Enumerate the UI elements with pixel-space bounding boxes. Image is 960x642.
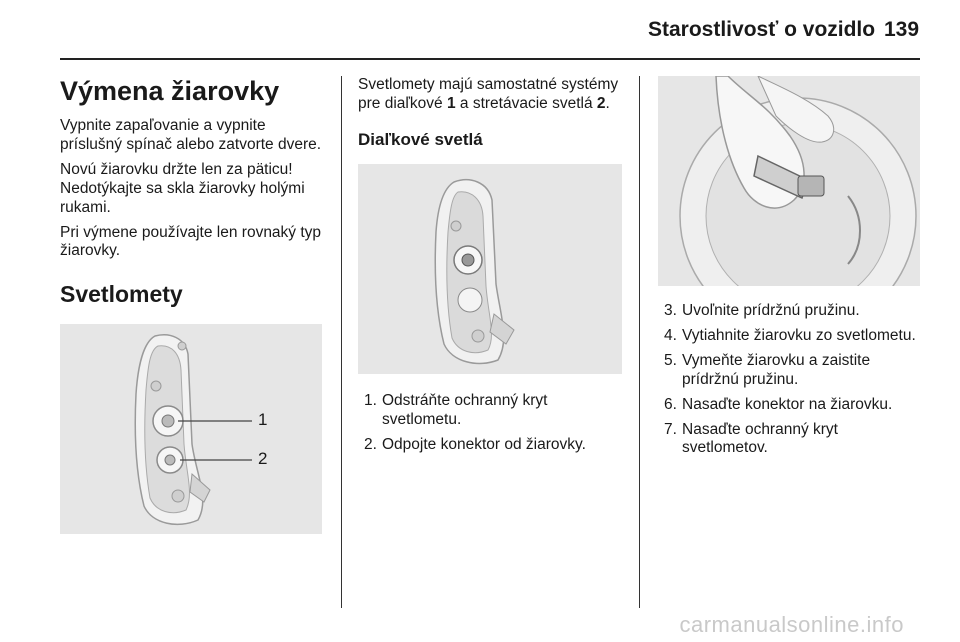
steps-list-2: [658, 302, 920, 458]
bulb-removal-figure: [658, 76, 920, 286]
column-2: [358, 76, 622, 461]
column-1: [60, 76, 322, 534]
watermark: carmanualsonline.info: [679, 612, 904, 637]
headlamp-figure: [60, 324, 322, 534]
header-rule: [60, 58, 920, 60]
callout-1: 1: [258, 409, 268, 429]
intro-paragraph: Svetlomety majú samostatné systémy pre diaľkové 1 a stretávacie svetlá 2.: [358, 76, 619, 112]
paragraph: Vypnite zapaľovanie a vypnite príslušný spínač alebo zatvorte dvere.: [60, 117, 322, 153]
column-3: [658, 76, 920, 464]
chapter-title: Starostlivosť o vozidlo: [648, 18, 876, 41]
high-beam-title: Diaľkové svetlá: [358, 129, 483, 149]
ref-number-1: 1: [446, 94, 456, 112]
column-divider-1: [341, 76, 342, 608]
page-number: 139: [884, 18, 920, 41]
subsection-title: Svetlomety: [60, 281, 183, 308]
list-item: 3. Uvoľnite prídržnú pružinu.: [664, 302, 860, 319]
section-title: Výmena žiarovky: [60, 76, 280, 106]
steps-list-1: [358, 392, 622, 455]
list-item: 6. Nasaďte konektor na žiarovku.: [664, 395, 893, 413]
list-item: 4. Vytiahnite žiarovku zo svetlometu.: [664, 326, 916, 344]
high-beam-figure: [358, 164, 622, 374]
list-item: 7. Nasaďte ochranný kryt svetlometov.: [664, 420, 838, 457]
paragraph: Novú žiarovku držte len za päticu! Nedotýkajte sa skla žiarovky holými rukami.: [60, 160, 305, 216]
headlamp-illustration: [60, 324, 322, 534]
callout-2: 2: [258, 448, 268, 468]
high-beam-illustration: [358, 164, 622, 374]
bulb-removal-illustration: [658, 76, 920, 286]
list-item: 2. Odpojte konektor od žiarovky.: [364, 435, 586, 453]
column-divider-2: [639, 76, 640, 608]
paragraph: Pri výmene používajte len rovnaký typ žiarovky.: [60, 223, 322, 260]
list-item: 1. Odstráňte ochranný kryt svetlometu.: [364, 391, 548, 428]
ref-number-2: 2: [596, 94, 606, 112]
list-item: 5. Vymeňte žiarovku a zaistite prídržnú pružinu.: [664, 351, 871, 388]
